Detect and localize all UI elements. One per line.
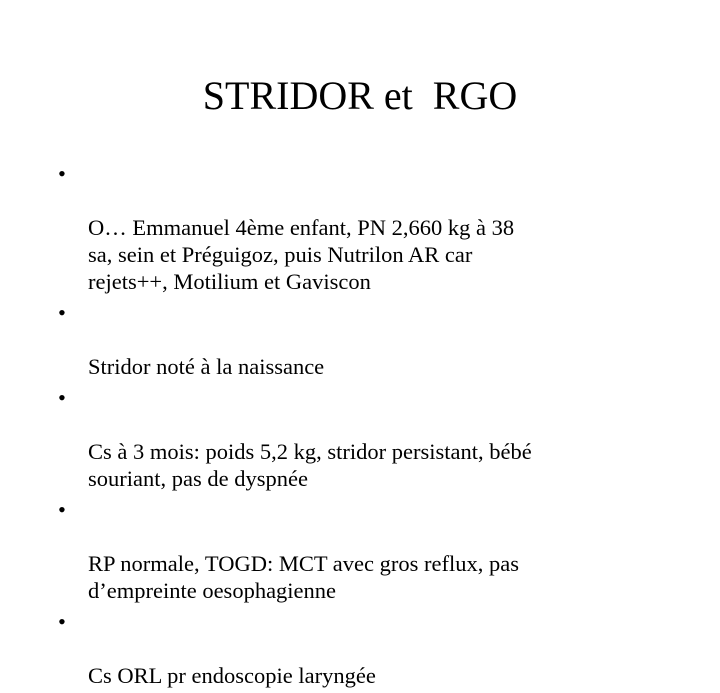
bullet-item (58, 384, 678, 492)
bullet-icon: • (58, 300, 66, 325)
bullet-item (58, 160, 678, 295)
bullet-icon: • (58, 609, 66, 634)
bullet-item (58, 299, 678, 380)
bullet-text: Stridor noté à la naissance (88, 354, 325, 379)
bullet-text: Cs ORL pr endoscopie laryngée (88, 663, 376, 688)
bullet-item (58, 496, 678, 604)
bullet-text: Cs à 3 mois: poids 5,2 kg, stridor persistant, bébé souriant, pas de dyspnée (88, 439, 532, 491)
bullet-text: O… Emmanuel 4ème enfant, PN 2,660 kg à 38 sa, sein et Préguigoz, puis Nutrilon AR car rejets++, Motilium et Gaviscon (88, 215, 515, 294)
bullet-item (58, 608, 678, 689)
bullet-list (58, 160, 678, 693)
slide-title: STRIDOR et RGO (202, 73, 518, 118)
bullet-text: RP normale, TOGD: MCT avec gros reflux, pas d’empreinte oesophagienne (88, 551, 519, 603)
bullet-icon: • (58, 161, 66, 186)
bullet-icon: • (58, 497, 66, 522)
bullet-icon: • (58, 385, 66, 410)
